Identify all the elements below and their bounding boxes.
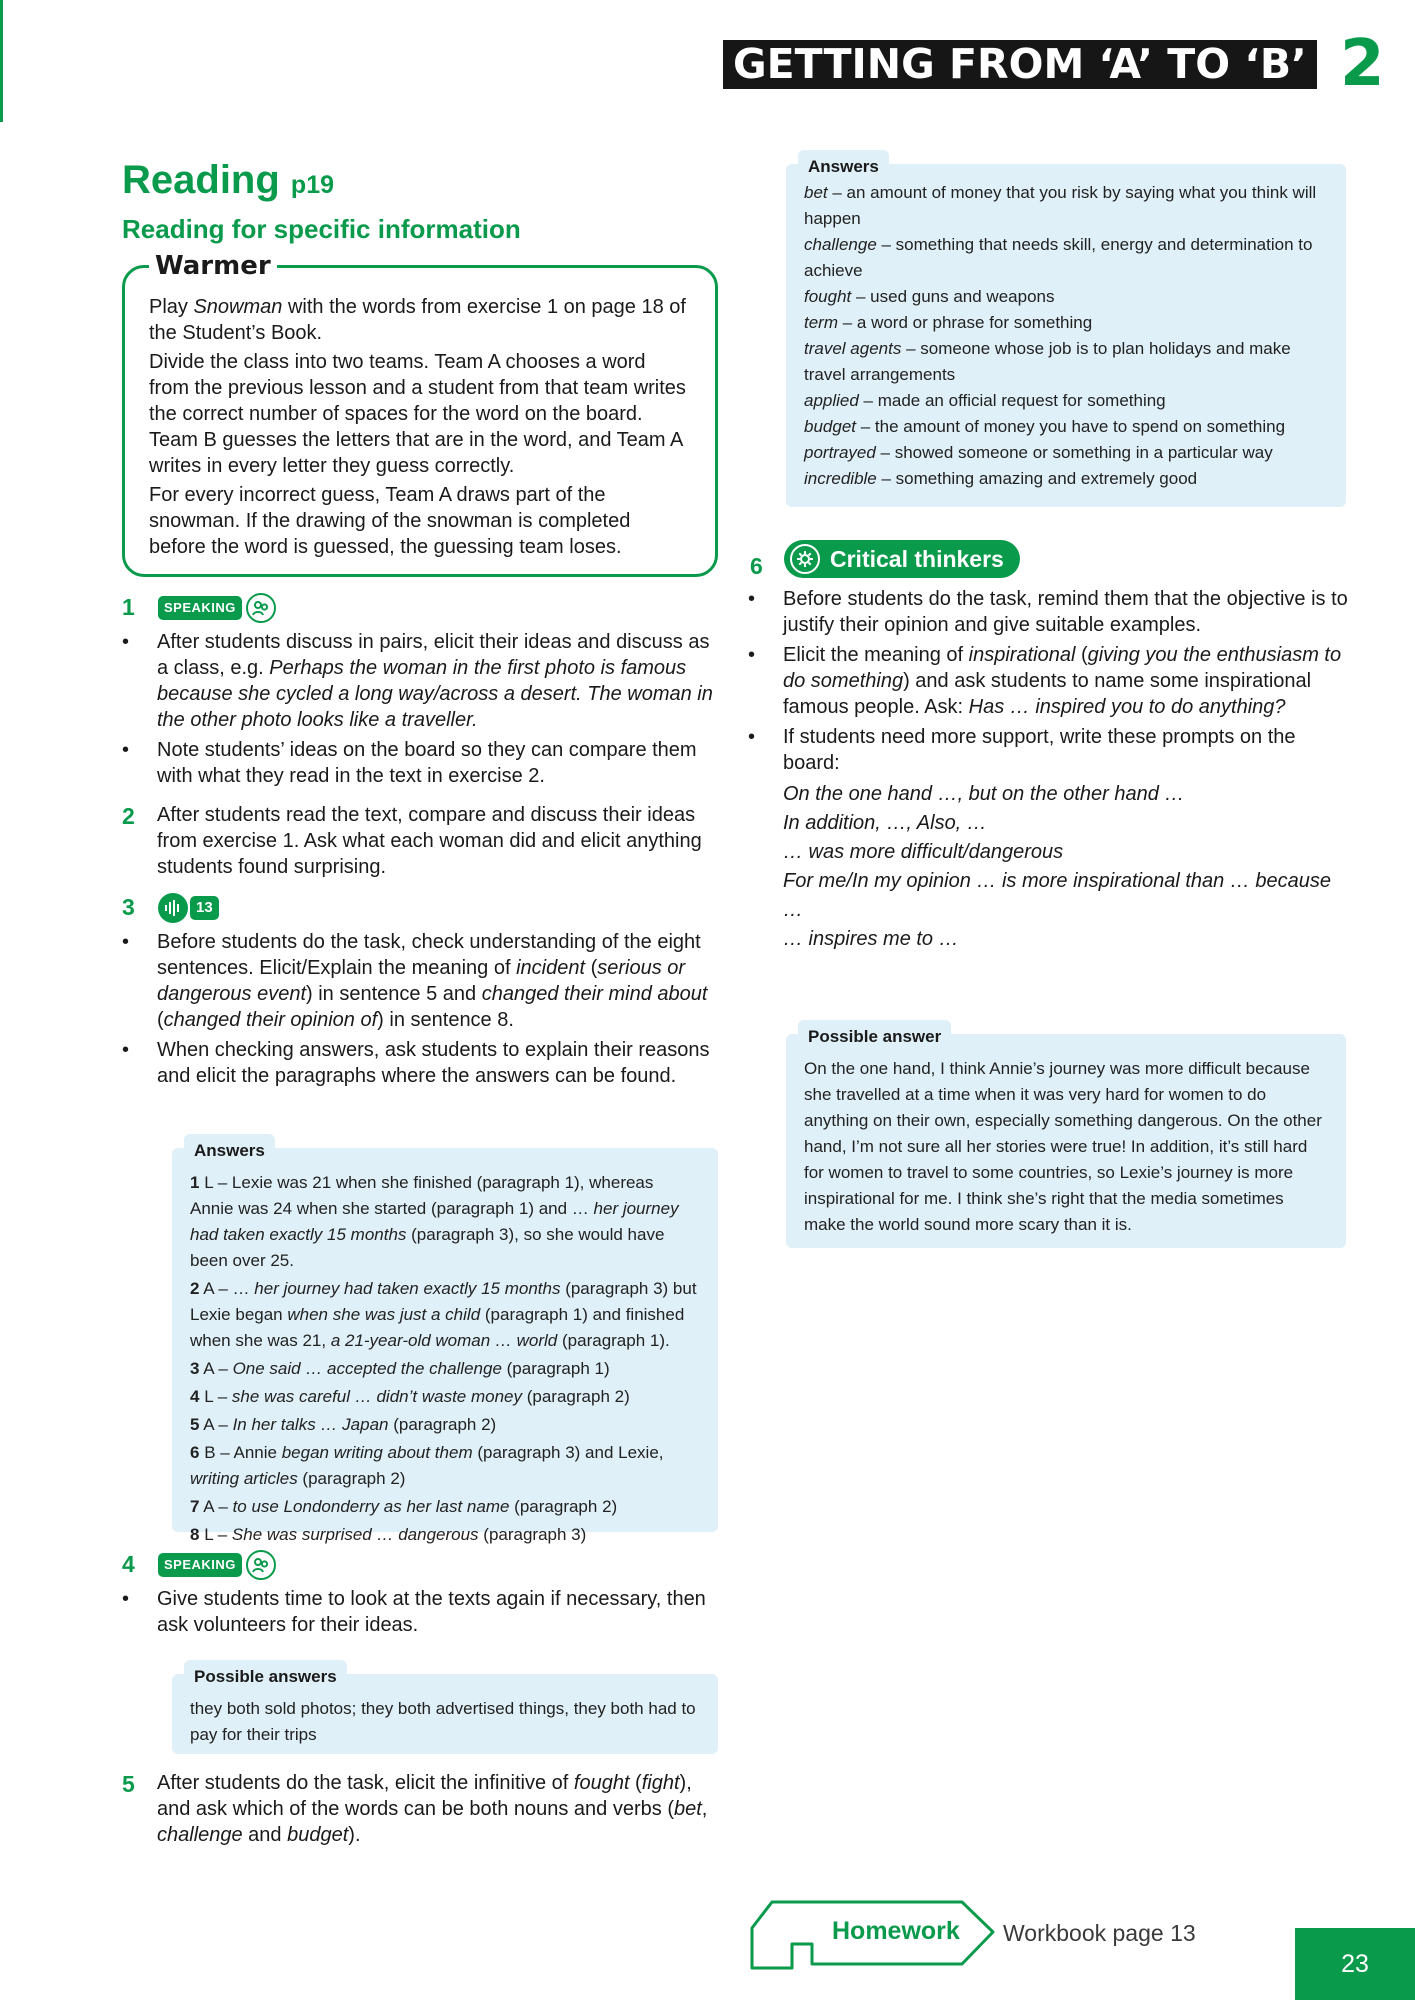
homework-label: Homework [832,1917,960,1945]
vocab-answer-item: travel agents – someone whose job is to plan holidays and make travel arrangements [804,339,1291,384]
audio-badge [158,893,219,923]
unit-number: 2 [1340,27,1385,101]
exercise-5-text: After students do the task, elicit the infinitive of fought (fight), and ask which of the words can be both nouns and verbs (bet, challenge and budget). [157,1772,708,1846]
answer-item: 3 A – One said … accepted the challenge (paragraph 1) [190,1359,610,1378]
warmer-label: Warmer [149,250,277,282]
prompt-line: For me/In my opinion … is more inspirational than … because … [783,870,1332,921]
workbook-reference: Workbook page 13 [1003,1920,1196,1946]
warmer-paragraph-1: Play Snowman with the words from exercise 1 on page 18 of the Student’s Book. [149,296,686,344]
unit-title: GETTING FROM ‘A’ TO ‘B’ [723,40,1317,89]
speaking-label: SPEAKING [158,596,242,620]
list-item: • Note students’ ideas on the board so they can compare them with what they read in the text in exercise 2. [122,737,722,789]
exercise-2-text: After students read the text, compare and discuss their ideas from exercise 1. Ask what each woman did and elicit anything students found surprising. [157,804,702,878]
answers-label: Answers [798,150,889,178]
vocab-answer-item: incredible – something amazing and extremely good [804,469,1198,488]
possible-answers-text: they both sold photos; they both advertised things, they both had to pay for their trips [190,1699,696,1744]
exercise-number: 2 [122,803,135,829]
answer-item: 7 A – to use Londonderry as her last name (paragraph 2) [190,1497,618,1516]
speaking-badge [158,1550,276,1580]
exercise-6-bullets [748,586,1348,776]
speaking-label: SPEAKING [158,1553,242,1577]
exercise-2 [122,802,722,880]
exercise-6-answer-box [786,1027,1346,1248]
list-item: • When checking answers, ask students to explain their reasons and elicit the paragraphs where the answers can be found. [122,1037,722,1089]
prompt-line: In addition, …, Also, … [783,812,987,834]
pair-speaking-icon [246,1550,276,1580]
vocab-answer-item: budget – the amount of money you have to spend on something [804,417,1286,436]
prompt-line: … inspires me to … [783,928,959,950]
list-item: • If students need more support, write these prompts on the board: [748,724,1348,776]
critical-thinkers-label: Critical thinkers [830,545,1004,572]
vocabulary-answers-box [786,157,1346,507]
page-number: 23 [1295,1928,1415,2000]
answer-item: 1 L – Lexie was 21 when she finished (paragraph 1), whereas Annie was 24 when she started (paragraph 1) and … her journey had taken exactly 15 months (paragraph 3), so she would have been over 25. [190,1173,679,1270]
vocab-answer-item: term – a word or phrase for something [804,313,1093,332]
vocab-answer-item: applied – made an official request for something [804,391,1166,410]
exercise-4-bullets [122,1586,722,1642]
warmer-paragraph-3: For every incorrect guess, Team A draws part of the snowman. If the drawing of the snowman is completed before the word is guessed, the guessing team loses. [149,484,631,558]
answer-item: 4 L – she was careful … didn’t waste money (paragraph 2) [190,1387,630,1406]
critical-thinkers-badge [784,540,1020,578]
answer-item: 6 B – Annie began writing about them (paragraph 3) and Lexie, writing articles (paragraph 2) [190,1443,664,1488]
audio-icon [158,893,188,923]
list-item: • Before students do the task, check understanding of the eight sentences. Elicit/Explain the meaning of incident (serious or dangerous event) in sentence 5 and changed their mind about (changed their opinion of) in sentence 8. [122,929,722,1033]
possible-answer-text: On the one hand, I think Annie’s journey was more difficult because she travelled at a time when it was very hard for women to do anything on their own, especially something dangerous. On the other hand, I’m not sure all her stories were true! In addition, it’s still hard for women to travel to some countries, so Lexie’s journey is more inspirational for me. I think she’s right that the media sometimes make the world sound more scary than it is. [804,1059,1322,1234]
exercise-number: 6 [750,553,763,579]
answers-label: Answers [184,1134,275,1162]
answer-item: 2 A – … her journey had taken exactly 15 months (paragraph 3) but Lexie began when she was just a child (paragraph 1) and finished when she was 21, a 21-year-old woman … world (paragraph 1). [190,1279,697,1350]
vocab-answer-item: fought – used guns and weapons [804,287,1055,306]
possible-answer-label: Possible answer [798,1020,951,1048]
section-title [122,156,334,209]
warmer-paragraph-2: Divide the class into two teams. Team A chooses a word from the previous lesson and a student from that team writes the correct number of spaces for the word on the board. Team B guesses the letters that are in the word, and Team A writes in every letter they guess correctly. [149,351,686,477]
warmer-box [122,251,718,577]
exercise-1-bullets [122,629,722,793]
exercise-5 [122,1770,722,1848]
speaking-badge [158,593,276,623]
section-subtitle: Reading for specific information [122,214,521,244]
vocabulary-answer-list [804,180,1328,492]
audio-track-number: 13 [190,896,219,920]
exercise-number: 1 [122,594,135,620]
possible-answers-label: Possible answers [184,1660,347,1688]
prompt-line: … was more difficult/dangerous [783,841,1064,863]
board-prompts [748,780,1348,954]
vocab-answer-item: portrayed – showed someone or something in a particular way [804,443,1273,462]
exercise-number: 4 [122,1551,135,1577]
list-item: • Elicit the meaning of inspirational (giving you the enthusiasm to do something) and ask students to name some inspirational famous people. Ask: Has … inspired you to do anything? [748,642,1348,720]
vocab-answer-item: challenge – something that needs skill, energy and determination to achieve [804,235,1313,280]
exercise-3-answer-list [190,1170,700,1548]
list-item: • After students discuss in pairs, elicit their ideas and discuss as a class, e.g. Perhaps the woman in the first photo is famous because she cycled a long way/across a desert. The woman in the other photo looks like a traveller. [122,629,722,733]
prompt-line: On the one hand …, but on the other hand … [783,783,1185,805]
brain-gear-icon [790,544,820,574]
section-title-text: Reading [122,158,280,202]
page-reference: p19 [290,171,335,199]
homework-banner [750,1892,1210,1972]
exercise-number: 3 [122,894,135,920]
answer-item: 8 L – She was surprised … dangerous (paragraph 3) [190,1525,587,1544]
vocab-answer-item: bet – an amount of money that you risk by saying what you think will happen [804,183,1317,228]
exercise-3-answers-box [172,1141,718,1544]
exercise-number: 5 [122,1771,135,1797]
exercise-4-answers-box [172,1667,718,1754]
answer-item: 5 A – In her talks … Japan (paragraph 2) [190,1415,497,1434]
edge-accent-line [0,0,3,122]
list-item: • Give students time to look at the texts again if necessary, then ask volunteers for their ideas. [122,1586,722,1638]
pair-speaking-icon [246,593,276,623]
exercise-3-bullets [122,929,722,1093]
exercise-6 [748,586,1348,954]
list-item: • Before students do the task, remind them that the objective is to justify their opinion and give suitable examples. [748,586,1348,638]
